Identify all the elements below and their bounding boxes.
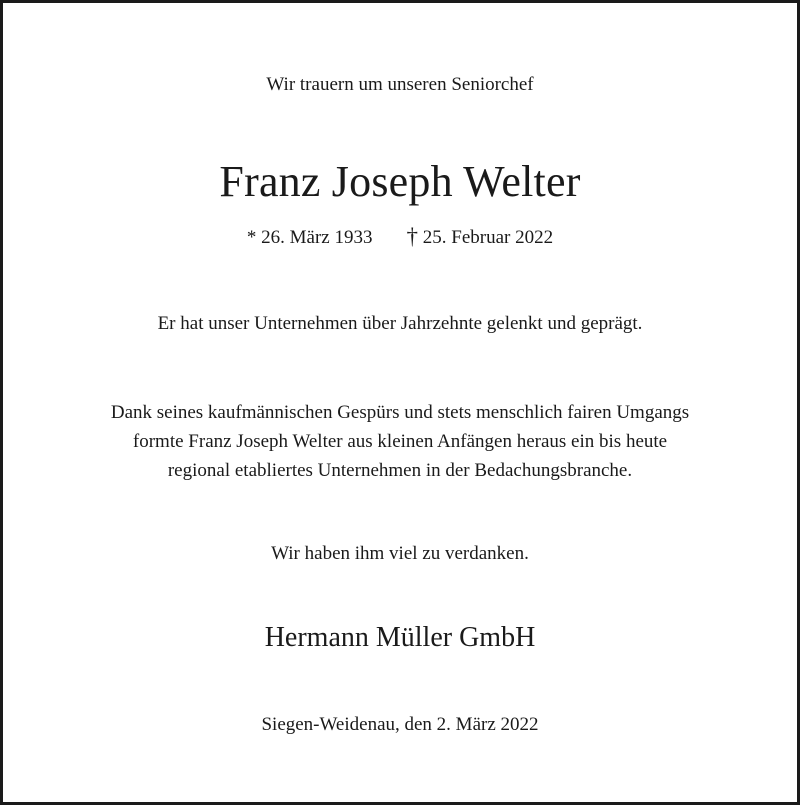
birth-date: * 26. März 1933 <box>246 227 373 248</box>
paragraph-line: regional etabliertes Unternehmen in der Bedachungsbranche. <box>167 460 633 481</box>
death-date-group <box>407 225 554 251</box>
paragraph-line: Dank seines kaufmännischen Gespürs und stets menschlich fairen Umgangs <box>110 402 690 423</box>
thanks-text: Wir haben ihm viel zu verdanken. <box>271 543 529 564</box>
tribute-paragraph <box>0 398 800 485</box>
company-name: Hermann Müller GmbH <box>264 622 536 653</box>
tribute-text: Er hat unser Unternehmen über Jahrzehnte gelenkt und geprägt. <box>157 313 643 334</box>
dagger-icon: † <box>406 224 418 249</box>
life-dates <box>0 225 800 251</box>
death-date: 25. Februar 2022 <box>422 227 554 248</box>
deceased-name: Franz Joseph Welter <box>219 157 581 206</box>
intro-text: Wir trauern um unseren Seniorchef <box>266 74 534 95</box>
place-date: Siegen-Weidenau, den 2. März 2022 <box>261 714 539 735</box>
paragraph-line: formte Franz Joseph Welter aus kleinen Anfängen heraus ein bis heute <box>132 431 668 452</box>
